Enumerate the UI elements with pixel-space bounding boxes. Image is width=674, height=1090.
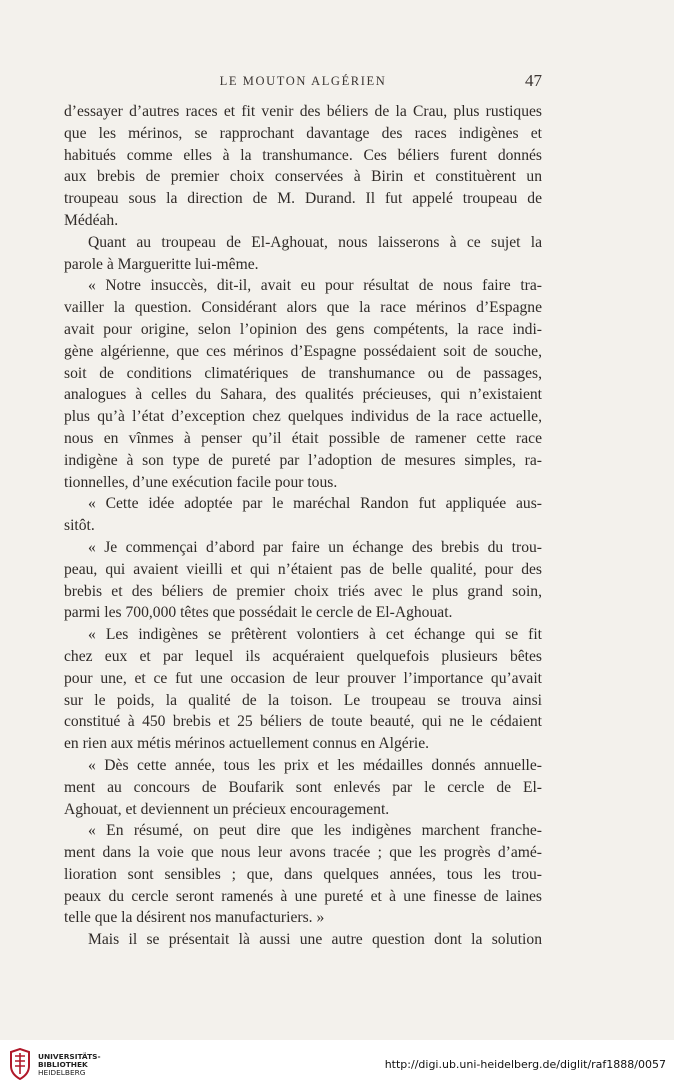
text-line: analogues à celles du Sahara, des qualités précieuses, qui n’existaient [64,386,542,404]
source-url-link[interactable]: http://digi.ub.uni-heidelberg.de/diglit/raf1888/0057 [384,1058,666,1071]
running-head [64,71,542,94]
university-seal-icon [8,1048,32,1080]
text-line: Quant au troupeau de El-Aghouat, nous laisserons à ce sujet la [88,233,542,251]
text-line: « Les indigènes se prêtèrent volontiers à cet échange qui se fit [88,626,542,644]
text-line: lioration sont sensibles ; que, dans quelques années, tous les trou- [64,865,542,883]
text-line: soit de conditions climatériques de transhumance ou de passages, [64,364,542,382]
text-line: ment au concours de Boufarik sont enlevés par le cercle de El- [64,778,542,796]
text-line: Aghouat, et deviennent un précieux encouragement. [64,800,390,818]
text-line: chez eux et par lequel ils acquéraient quelquefois plusieurs bêtes [64,647,542,665]
library-name-line: UNIVERSITÄTS- [38,1052,101,1061]
text-line: « Je commençai d’abord par faire un échange des brebis du trou- [88,538,542,556]
library-name [38,1053,101,1077]
text-line: pour une, et ce fut une occasion de leur prouver l’importance qu’avait [64,669,542,687]
text-line: gène algérienne, que ces mérinos d’Espagne possédaient soit de souche, [64,342,542,360]
library-name-line: HEIDELBERG [38,1068,86,1077]
text-line: d’essayer d’autres races et fit venir des béliers de la Crau, plus rustiques [64,103,542,120]
text-line: brebis et des béliers de premier choix triés avec le plus grand soin, [64,582,542,600]
text-line: Mais il se présentait là aussi une autre question dont la solution [88,931,542,949]
text-line: vailler la question. Considérant alors que la race mérinos d’Espagne [64,299,542,317]
running-title: LE MOUTON ALGÉRIEN [219,74,387,88]
text-line: telle que la désirent nos manufacturiers. » [64,909,325,927]
text-line: troupeau sous la direction de M. Durand. Il fut appelé troupeau de [64,190,542,208]
text-line: « Cette idée adoptée par le maréchal Randon fut appliquée aus- [88,495,542,513]
text-line: que les mérinos, se rapprochant davantage des races indigènes et [64,124,542,142]
text-line: sitôt. [64,517,95,535]
text-line: parmi les 700,000 têtes que possédait le cercle de El-Aghouat. [64,604,453,622]
text-line: peaux du cercle seront ramenés à une pureté et à une finesse de laines [64,887,542,905]
text-line: constitué à 450 brebis et 25 béliers de toute beauté, qui ne le cédaient [64,713,542,731]
text-line: en rien aux métis mérinos actuellement connus en Algérie. [64,735,430,753]
text-line: « Notre insuccès, dit-il, avait eu pour résultat de nous faire tra- [88,277,542,295]
text-line: nous en vînmes à penser qu’il était possible de ramener cette race [64,429,542,447]
text-line: sur le poids, la qualité de la toison. Le troupeau se trouva ainsi [64,691,542,709]
text-line: aux brebis de premier choix conservées à Birin et constituèrent un [64,168,542,186]
text-line: parole à Margueritte lui-même. [64,255,259,273]
text-line: plus qu’à l’état d’exception chez quelques individus de la race actuelle, [64,408,542,426]
text-line: avait pour origine, selon l’opinion des gens compétents, la race indi- [64,320,542,338]
text-line: peau, qui avaient vieilli et qui n’étaient pas de belle qualité, pour des [64,560,542,578]
text-line: « En résumé, on peut dire que les indigènes marchent franche- [88,822,542,840]
text-line: tionnelles, d’une exécution facile pour tous. [64,473,338,491]
page-number: 47 [525,71,542,90]
text-line: ment dans la voie que nous leur avons tracée ; que les progrès d’amé- [64,844,542,862]
text-line: indigène à son type de pureté par l’adoption de mesures simples, ra- [64,451,542,469]
text-line: « Dès cette année, tous les prix et les médailles donnés annuelle- [88,756,542,774]
footer-bar [0,1040,674,1090]
body-text [64,101,542,951]
text-line: habitués comme elles à la transhumance. Ces béliers furent donnés [64,146,542,164]
library-name-line: BIBLIOTHEK [38,1060,88,1069]
text-line: Médéah. [64,211,119,229]
